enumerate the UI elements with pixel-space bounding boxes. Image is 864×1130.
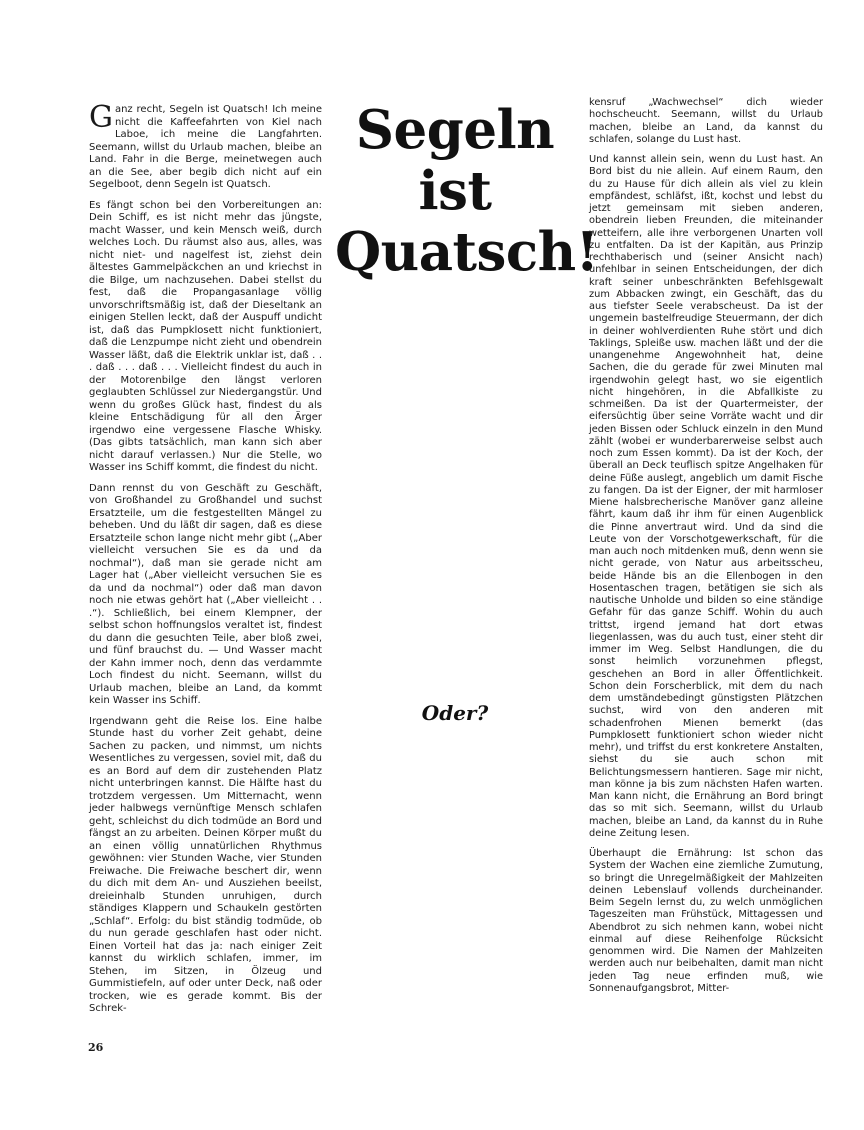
title-line-3: Quatsch!	[335, 221, 599, 283]
paragraph-2: Es fängt schon bei den Vorbereitungen an: Dein Schiff, es ist nicht mehr das jüngste, macht Wasser, und kein Mensch weiß, durch welches Loch. Du räumst also aus, alles, was nicht niet- und nagelfest ist, ziehst dein ältestes Gammelpäckchen an und kriechst in die Bilge, um nachzusehen. Dabei stellst du fest, daß die Propangasanlage völlig unvorschriftsmäßig ist, daß der Dieseltank an einigen Stellen leckt, daß der Auspuff undicht ist, daß das Pumpklosett nicht funktioniert, daß die Lenzpumpe nicht zieht und obendrein Wasser läßt, daß die Elektrik unklar ist, daß . . . daß . . . daß . . . Vielleicht findest du auch in der Motorenbilge den längst verloren geglaubten Schlüssel zur Niedergangstür. Und wenn du großes Glück hast, findest du als kleine Entschädigung für all den Ärger irgendwo eine vergessene Flasche Whisky. (Das gibts tatsächlich, man kann sich aber nicht darauf verlassen.) Nur die Stelle, wo Wasser ins Schiff kommt, die findest du nicht.	[89, 199, 322, 473]
paragraph-7: Überhaupt die Ernährung: Ist schon das System der Wachen eine ziemliche Zumutung, so bringt die Unregelmäßigkeit der Mahlzeiten deinen Lebenslauf vollends durcheinander. Beim Segeln lernst du, zu welch unmöglichen Tageszeiten man Frühstück, Mittagessen und Abendbrot zu sich nehmen kann, wobei nicht einmal auf diese Reihenfolge Rücksicht genommen wird. Die Namen der Mahlzeiten werden auch nur beibehalten, damit man nicht jeden Tag neue erfinden muß, wie Sonnenaufgangsbrot, Mitter-	[589, 848, 823, 994]
article-title	[335, 99, 599, 283]
paragraph-4: Irgendwann geht die Reise los. Eine halbe Stunde hast du vorher Zeit gehabt, deine Sachen zu packen, und nimmst, um nichts Wesentliches zu vergessen, soviel mit, daß du es an Bord auf dem dir zustehenden Platz nicht unterbringen kannst. Die Hälfte hast du trotzdem vergessen. Um Mitternacht, wenn jeder halbwegs vernünftige Mensch schlafen geht, schleichst du dich todmüde an Bord und fängst an zu arbeiten. Deinen Körper mußt du an einen völlig unnatürlichen Rhythmus gewöhnen: vier Stunden Wache, vier Stunden Freiwache. Die Freiwache beschert dir, wenn du dich mit dem An- und Ausziehen beeilst, dreieinhalb Stunden unruhigen, durch ständiges Klappern und Schaukeln gestörten „Schlaf“. Erfolg: du bist ständig todmüde, ob du nun gerade geschlafen hast oder nicht. Einen Vorteil hat das ja: nach einiger Zeit kannst du wirklich schlafen, immer, im Stehen, im Sitzen, in Ölzeug und Gummistiefeln, auf oder unter Deck, naß oder trocken, wie es gerade kommt. Bis der Schrek-	[89, 715, 322, 1014]
article-column-right	[589, 97, 823, 1003]
article-column-left	[89, 100, 322, 1024]
paragraph-3: Dann rennst du von Geschäft zu Geschäft, von Großhandel zu Großhandel und suchst Ersatzteile, um die festgestellten Mängel zu beheben. Und du läßt dir sagen, daß es diese Ersatzteile schon lange nicht mehr gibt („Aber vielleicht versuchen Sie es da und da nochmal“), daß man sie gerade nicht am Lager hat („Aber vielleicht versuchen Sie es da und da nochmal“) oder daß man davon noch nie etwas gehört hat („Aber vielleicht . . .“). Schließlich, bei einem Klempner, der selbst schon hoffnungslos veraltet ist, findest du dann die gesuchten Teile, aber bloß zwei, und fünf brauchst du. — Und Wasser macht der Kahn immer noch, denn das verdammte Loch findest du nicht. Seemann, willst du Urlaub machen, bleibe an Land, da kommt kein Wasser ins Schiff.	[89, 482, 322, 706]
paragraph-1	[89, 100, 322, 192]
paragraph-6: Und kannst allein sein, wenn du Lust hast. An Bord bist du nie allein. Auf einem Raum, den du zu Hause für dich allein als viel zu klein empfändest, schläfst, ißt, kochst und lebst du jetzt gemeinsam mit sieben anderen, obendrein lieben Freunden, die miteinander wetteifern, alle ihre verborgenen Unarten voll zu entfalten. Da ist der Kapitän, aus Prinzip rechthaberisch und (seiner Ansicht nach) unfehlbar in seinen Entscheidungen, der dich kraft seiner unbeschränkten Befehlsgewalt zum Abbacken zwingt, ein Geschäft, das du aus tiefster Seele verabscheust. Da ist der ungemein bastelfreudige Steuermann, der dich in deiner wohlverdienten Ruhe stört und dich Taklings, Spleiße usw. machen läßt und der die unangenehme Angewohnheit hat, deine Sachen, die du gerade für zwei Minuten mal irgendwohin gelegt hast, wo sie eigentlich nicht hingehören, in die Abfallkiste zu schmeißen. Da ist der Quartermeister, der eifersüchtig über seine Vorräte wacht und dir jeden Bissen oder Schluck einzeln in den Mund zählt (wobei er wunderbarerweise selbst auch noch zum Essen kommt). Da ist der Koch, der überall an Deck teuflisch spitze Angelhaken für deine Füße auslegt, angeblich um damit Fische zu fangen. Da ist der Eigner, der mit harmloser Miene halsbrecherische Manöver ganz alleine fährt, kaum daß ihr ihm für einen Augenblick die Pinne anvertraut wird. Und da sind die Leute von der Vorschotgewerkschaft, für die man auch noch mitdenken muß, denn wenn sie nicht gerade, von Natur aus arbeitsscheu, beide Hände bis an die Ellenbogen in den Hosentaschen tragen, betätigen sie sich als nautische Unholde und bilden so eine ständige Gefahr für das ganze Schiff. Wohin du auch trittst, irgend jemand hat dort etwas liegenlassen, was du auch tust, einer steht dir immer im Weg. Selbst Handlungen, die du sonst heimlich vorzunehmen pflegst, geschehen an Bord in aller Öffentlichkeit. Schon dein Forscherblick, mit dem du nach dem umständebedingt günstigsten Plätzchen suchst, wird von den anderen mit schadenfrohen Mienen bemerkt (das Pumpklosett funktioniert schon wieder nicht mehr), und triffst du erst konkretere Anstalten, siehst du sie auch schon mit Belichtungsmessern hantieren. Sage mir nicht, man könne ja bis zum nächsten Hafen warten. Man kann nicht, die Ernährung an Bord bringt das so mit sich. Seemann, willst du Urlaub machen, bleibe an Land, da kannst du in Ruhe deine Zeitung lesen.	[589, 154, 823, 839]
article-subtitle: Oder?	[421, 701, 489, 725]
page-number: 26	[88, 1041, 104, 1054]
paragraph-5: kensruf „Wachwechsel“ dich wieder hochscheucht. Seemann, willst du Urlaub machen, bleibe an Land, da kannst du schlafen, solange du Lust hast.	[589, 97, 823, 145]
title-line-1: Segeln	[355, 99, 555, 161]
drop-cap: G	[89, 100, 113, 135]
paragraph-text: anz recht, Segeln ist Quatsch! Ich meine nicht die Kaffeefahrten von Kiel nach Laboe, ich meine die Langfahrten. Seemann, willst du Urlaub machen, bleibe an Land. Fahr in die Berge, meinetwegen auch an die See, aber begib dich nicht auf ein Segelboot, denn Segeln ist Quatsch.	[89, 104, 322, 190]
title-line-2: ist	[418, 160, 492, 222]
